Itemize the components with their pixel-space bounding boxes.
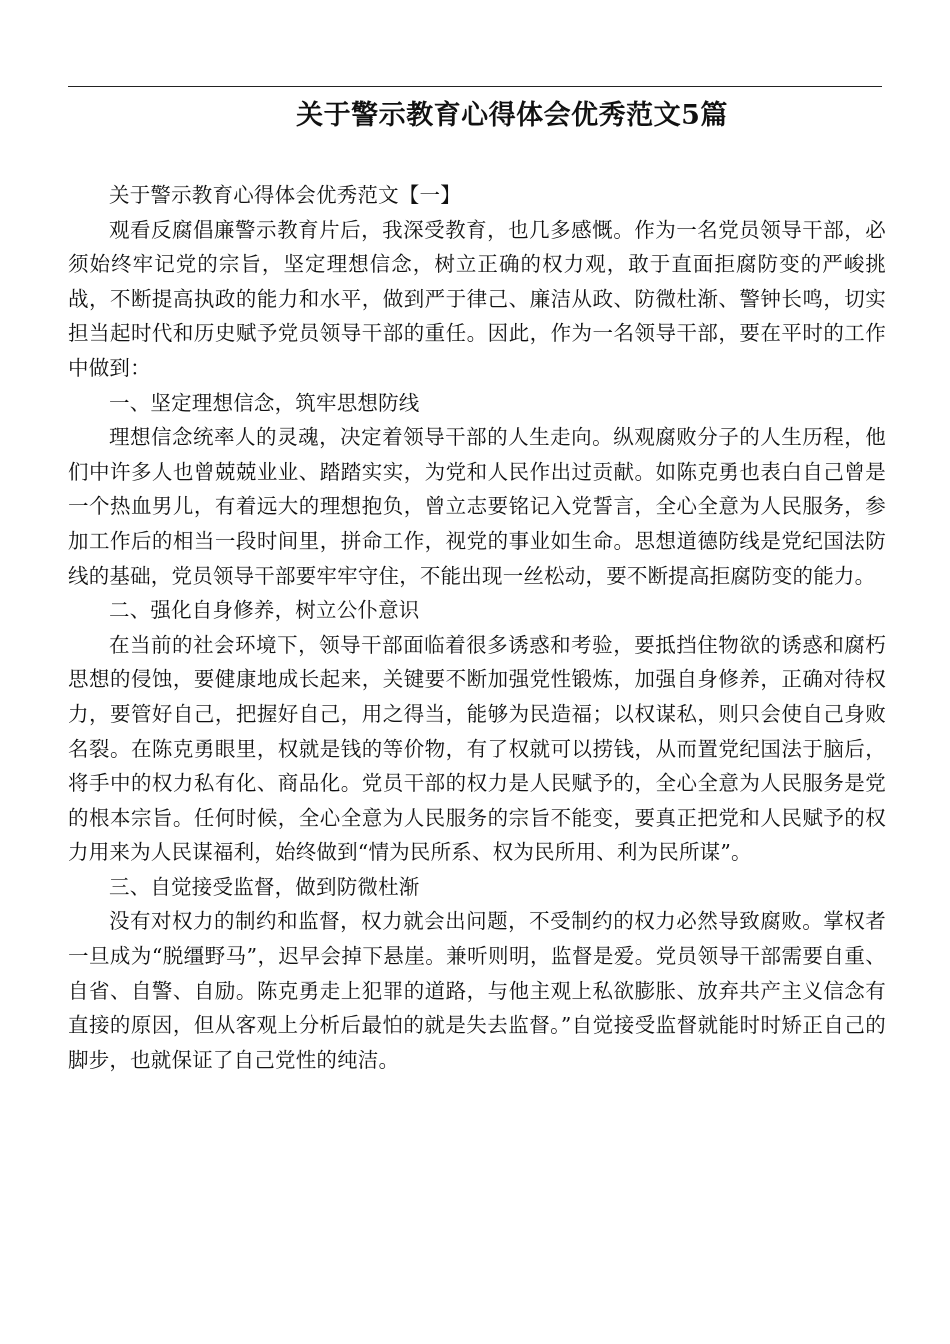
document-title: 关于警示教育心得体会优秀范文5篇 <box>296 100 728 131</box>
section-heading: 二、强化自身修养，树立公仆意识 <box>109 598 420 623</box>
body-paragraph: 理想信念统率人的灵魂，决定着领导干部的人生走向。纵观腐败分子的人生历程，他们中许多人也曾兢兢业业、踏踏实实，为党和人民作出过贡献。如陈克勇也表白自己曾是一个热血男儿，有着远大的理想抱负，曾立志要铭记入党誓言，全心全意为人民服务，参加工作后的相当一段时间里，拼命工作，视党的事业如生命。思想道德防线是党纪国法防线的基础，党员领导干部要牢牢守住，不能出现一丝松动，要不断提高拒腐防变的能力。 <box>68 425 886 588</box>
section-heading: 关于警示教育心得体会优秀范文【一】 <box>109 183 461 207</box>
section-heading: 一、坚定理想信念，筑牢思想防线 <box>109 390 420 415</box>
document-body <box>68 178 886 1077</box>
body-paragraph: 在当前的社会环境下，领导干部面临着很多诱惑和考验，要抵挡住物欲的诱惑和腐朽思想的侵蚀，要健康地成长起来，关键要不断加强党性锻炼，加强自身修养，正确对待权力，要管好自己，把握好自己，用之得当，能够为民造福；以权谋私，则只会使自己身败名裂。在陈克勇眼里，权就是钱的等价物，有了权就可以捞钱，从而置党纪国法于脑后，将手中的权力私有化、商品化。党员干部的权力是人民赋予的，全心全意为人民服务是党的根本宗旨。任何时候，全心全意为人民服务的宗旨不能变，要真正把党和人民赋予的权力用来为人民谋福利，始终做到“情为民所系、权为民所用、利为民所谋”。 <box>68 632 886 865</box>
body-paragraph: 没有对权力的制约和监督，权力就会出问题，不受制约的权力必然导致腐败。掌权者一旦成为“脱缰野马”，迟早会掉下悬崖。兼听则明，监督是爱。党员领导干部需要自重、自省、自警、自励。陈克勇走上犯罪的道路，与他主观上私欲膨胀、放弃共产主义信念有直接的原因，但从客观上分析后最怕的就是失去监督。”自觉接受监督就能时时矫正自己的脚步，也就保证了自己党性的纯洁。 <box>68 909 886 1072</box>
section-heading: 三、自觉接受监督，做到防微杜渐 <box>109 874 420 899</box>
header-rule <box>68 86 882 87</box>
body-paragraph: 观看反腐倡廉警示教育片后，我深受教育，也几多感慨。作为一名党员领导干部，必须始终牢记党的宗旨，坚定理想信念，树立正确的权力观，敢于直面拒腐防变的严峻挑战，不断提高执政的能力和水平，做到严于律己、廉洁从政、防微杜渐、警钟长鸣，切实担当起时代和历史赋予党员领导干部的重任。因此，作为一名领导干部，要在平时的工作中做到： <box>68 217 886 380</box>
